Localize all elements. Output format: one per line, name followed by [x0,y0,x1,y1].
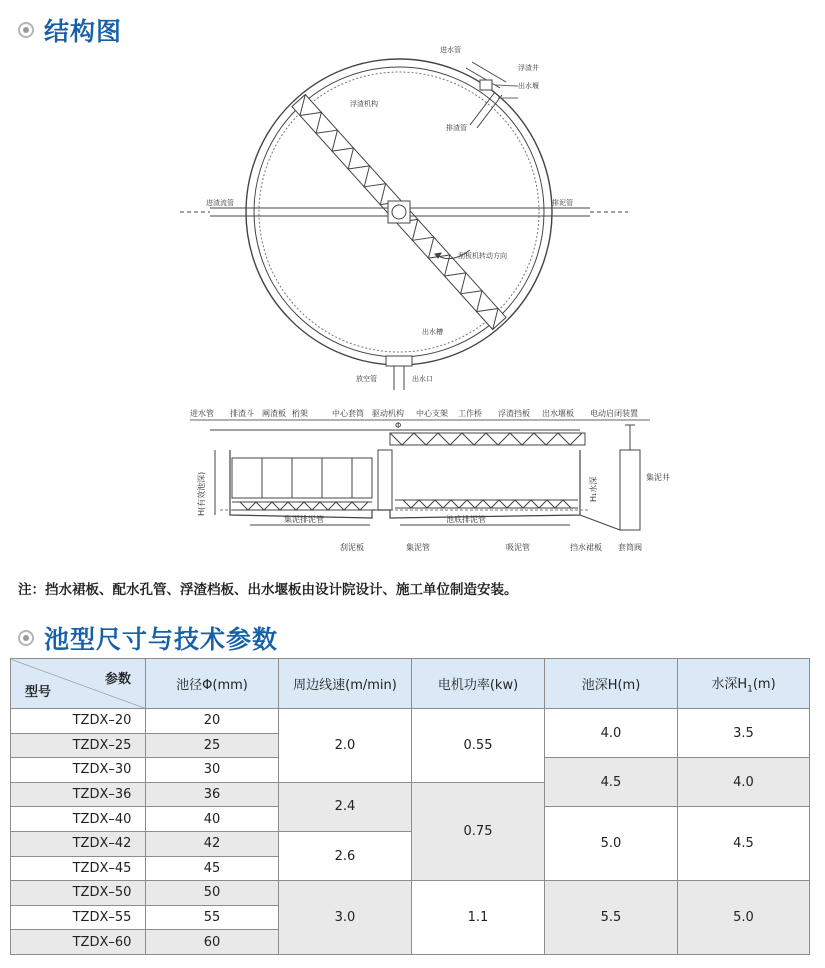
label-section-top-2: 阐渣板 [262,409,286,418]
bullet-circle-icon [18,630,34,646]
label-section-top-6: 中心支架 [416,409,448,418]
diameter-cell: 40 [146,807,279,832]
depth-cell: 5.5 [545,881,678,955]
power-cell: 1.1 [412,881,545,955]
label-inlet-pipe: 进水管 [440,46,461,54]
diameter-cell: 45 [146,856,279,881]
corner-model-label: 型号 [25,685,52,700]
design-note: 注：挡水裙板、配水孔管、浮渣档板、出水堰板由设计院设计、施工单位制造安装。 [18,582,518,598]
speed-cell: 2.4 [279,782,412,831]
header-water-depth [678,659,810,709]
model-cell: TZDX–55 [11,905,146,930]
model-cell: TZDX–25 [11,733,146,758]
label-scum-arm: 浮渣机构 [350,100,378,108]
header-power: 电机功率(kw) [412,659,545,709]
label-bottom-pipe: 池底排泥管 [446,515,486,524]
label-sludge-pipe: 集泥排泥管 [284,515,324,524]
depth-cell: 4.5 [545,758,678,807]
diameter-cell: 30 [146,758,279,783]
label-rotation: 刮板机转动方向 [458,252,507,260]
model-cell: TZDX–40 [11,807,146,832]
diameter-cell: 50 [146,881,279,906]
table-row [11,881,810,906]
label-scum-well: 浮渣井 [518,64,539,72]
header-diameter: 池径Φ(mm) [146,659,279,709]
label-section-top-10: 电动启闭装置 [590,409,638,418]
diameter-cell: 20 [146,709,279,734]
depth-cell: 4.0 [545,709,678,758]
label-scum-pipe: 排渣管 [446,124,467,132]
label-left-depth: H(有效池深) [197,471,206,516]
label-section-top-7: 工作桥 [458,409,482,418]
label-left-pipe: 进渣流管 [206,199,234,207]
label-outlet-weir: 出水堰 [518,82,539,90]
diameter-cell: 60 [146,930,279,955]
section-view [190,420,650,530]
spec-section-header [18,620,278,656]
corner-header-cell [11,659,146,709]
structure-title: 结构图 [44,17,123,46]
label-outlet-port: 出水口 [412,375,433,383]
plan-view [180,59,628,390]
power-cell: 0.75 [412,782,545,880]
table-header-row [11,659,810,709]
spec-table [10,658,810,955]
model-cell: TZDX–60 [11,930,146,955]
header-speed: 周边线速(m/min) [279,659,412,709]
header-water-unit: (m) [752,676,776,692]
depth-cell: 5.0 [545,807,678,881]
bullet-circle-icon [18,22,34,38]
label-section-top-9: 出水堰板 [542,409,574,418]
label-section-top-4: 中心套筒 [332,409,364,418]
speed-cell: 2.6 [279,831,412,880]
model-cell: TZDX–20 [11,709,146,734]
label-section-top-5: 驱动机构 [372,409,404,418]
label-section-top-3: 桁架 [292,409,308,418]
label-mid-depth: H₁水深 [589,476,598,502]
speed-cell: 3.0 [279,881,412,955]
header-water-text: 水深H [711,676,748,692]
model-cell: TZDX–45 [11,856,146,881]
label-section-bottom-3: 挡水裙板 [570,543,602,552]
diameter-cell: 36 [146,782,279,807]
diameter-cell: 55 [146,905,279,930]
label-section-bottom-2: 吸泥管 [506,543,530,552]
label-section-bottom-1: 集泥管 [406,543,430,552]
label-drain-pipe: 放空管 [356,375,377,383]
model-cell: TZDX–30 [11,758,146,783]
label-section-top-0: 进水管 [190,409,214,418]
label-right-well: 集泥井 [646,473,670,482]
water-depth-cell: 4.0 [678,758,810,807]
label-phi: Φ [395,421,402,430]
model-cell: TZDX–50 [11,881,146,906]
diameter-cell: 25 [146,733,279,758]
model-cell: TZDX–42 [11,831,146,856]
diameter-cell: 42 [146,831,279,856]
water-depth-cell: 4.5 [678,807,810,881]
speed-cell: 2.0 [279,709,412,783]
label-right-pipe: 排泥管 [552,199,573,207]
label-section-top-1: 排渣斗 [230,409,254,418]
model-cell: TZDX–36 [11,782,146,807]
structure-section-header [18,12,122,48]
spec-title: 池型尺寸与技术参数 [44,625,279,654]
header-depth: 池深H(m) [545,659,678,709]
corner-param-label: 参数 [104,672,131,687]
header-water-subscript: 1 [747,684,753,695]
label-outlet-well: 出水槽 [422,328,443,336]
label-section-bottom-0: 刮泥板 [340,543,364,552]
structure-diagram [150,40,670,565]
label-section-bottom-4: 套筒阀 [618,543,642,552]
water-depth-cell: 5.0 [678,881,810,955]
water-depth-cell: 3.5 [678,709,810,758]
table-row [11,709,810,734]
label-section-top-8: 浮渣挡板 [498,409,530,418]
power-cell: 0.55 [412,709,545,783]
